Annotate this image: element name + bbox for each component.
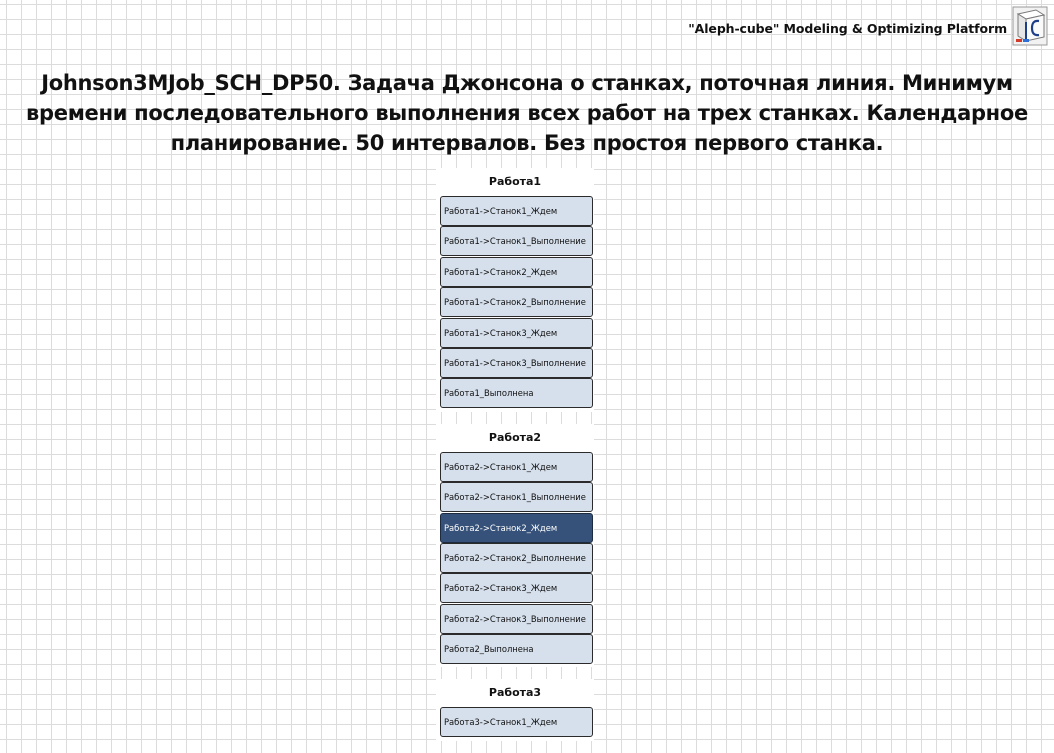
task-item[interactable]: Работа1->Станок2_Выполнение <box>440 287 593 317</box>
job-group <box>436 168 594 412</box>
task-item[interactable]: Работа1->Станок3_Выполнение <box>440 348 593 378</box>
job-header: Работа3 <box>488 686 542 700</box>
job-group <box>436 679 594 740</box>
task-item[interactable]: Работа1->Станок1_Ждем <box>440 196 593 226</box>
task-item[interactable]: Работа2->Станок3_Выполнение <box>440 604 593 634</box>
job-header: Работа2 <box>488 430 542 444</box>
task-item[interactable]: Работа1_Выполнена <box>440 378 593 408</box>
task-item[interactable]: Работа1->Станок2_Ждем <box>440 257 593 287</box>
task-item[interactable]: Работа1->Станок3_Ждем <box>440 318 593 348</box>
aleph-cube-logo-icon <box>1012 6 1048 46</box>
page-title: Johnson3MJob_SCH_DP50. Задача Джонсона о станках, поточная линия. Минимум времени последовательного выполнения всех работ на трех станках. Календарное планирование. 50 интервалов. Без простоя первого станка. <box>26 71 1028 155</box>
task-item[interactable]: Работа2->Станок1_Выполнение <box>440 482 593 512</box>
task-item[interactable]: Работа2->Станок3_Ждем <box>440 573 593 603</box>
task-item[interactable]: Работа2->Станок1_Ждем <box>440 452 593 482</box>
job-header: Работа1 <box>488 175 542 188</box>
job-group <box>436 424 594 668</box>
task-item[interactable]: Работа2->Станок2_Выполнение <box>440 543 593 573</box>
job-list <box>436 168 594 753</box>
task-item[interactable]: Работа2_Выполнена <box>440 634 593 664</box>
task-item[interactable]: Работа3->Станок1_Ждем <box>440 707 593 737</box>
platform-brand: "Aleph-cube" Modeling & Optimizing Platform <box>688 21 1007 36</box>
task-item[interactable]: Работа2->Станок2_Ждем <box>440 513 593 543</box>
task-item[interactable]: Работа1->Станок1_Выполнение <box>440 226 593 256</box>
